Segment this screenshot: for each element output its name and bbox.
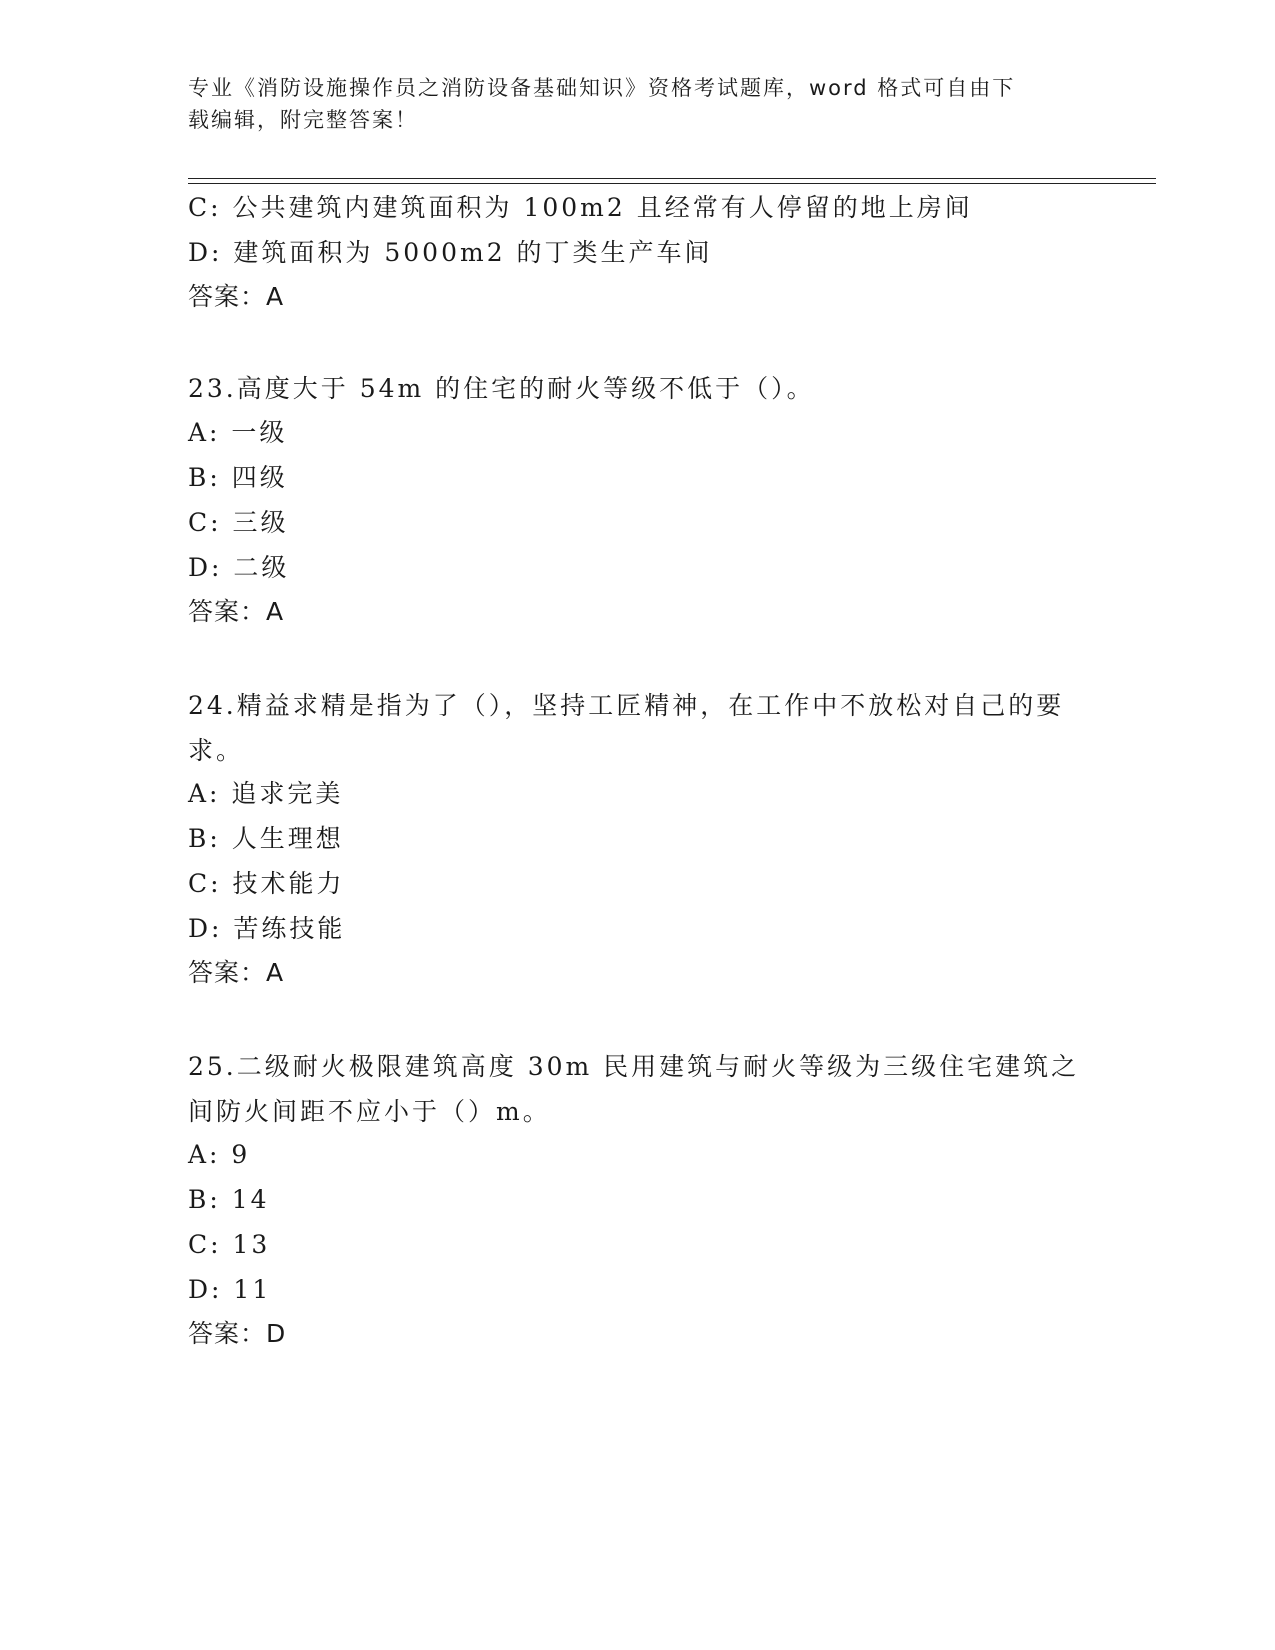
q24-option-b: B: 人生理想	[188, 824, 344, 853]
q25-option-d: D: 11	[188, 1275, 272, 1304]
q24-option-a: A: 追求完美	[188, 779, 344, 808]
prev-option-d: D: 建筑面积为 5000m2 的丁类生产车间	[188, 238, 713, 267]
q23-answer: 答案：A	[188, 597, 285, 626]
document-header	[188, 72, 1068, 136]
q23-option-b: B: 四级	[188, 463, 288, 492]
q23-option-a: A: 一级	[188, 418, 288, 447]
header-rule-bottom	[188, 183, 1156, 184]
prev-option-c: C: 公共建筑内建筑面积为 100m2 且经常有人停留的地上房间	[188, 193, 973, 222]
header-line-2: 载编辑，附完整答案！	[188, 108, 418, 132]
prev-answer: 答案：A	[188, 282, 285, 311]
q24-text: 24.精益求精是指为了（），坚持工匠精神，在工作中不放松对自己的要求。	[188, 691, 1065, 765]
q25-option-b: B: 14	[188, 1185, 270, 1214]
header-line-1: 专业《消防设施操作员之消防设备基础知识》资格考试题库，word 格式可自由下	[188, 76, 1016, 100]
q23-option-d: D: 二级	[188, 553, 290, 582]
q25-answer: 答案：D	[188, 1319, 287, 1348]
q24-option-d: D: 苦练技能	[188, 914, 346, 943]
q23-option-c: C: 三级	[188, 508, 289, 537]
q25-text: 25.二级耐火极限建筑高度 30m 民用建筑与耐火等级为三级住宅建筑之间防火间距不应小于（）m。	[188, 1052, 1080, 1126]
q25-option-a: A: 9	[188, 1140, 251, 1169]
header-rule-top	[188, 178, 1156, 179]
q24-answer: 答案：A	[188, 958, 285, 987]
q25-option-c: C: 13	[188, 1230, 271, 1259]
q24-option-c: C: 技术能力	[188, 869, 345, 898]
q23-text: 23.高度大于 54m 的住宅的耐火等级不低于（）。	[188, 374, 815, 403]
